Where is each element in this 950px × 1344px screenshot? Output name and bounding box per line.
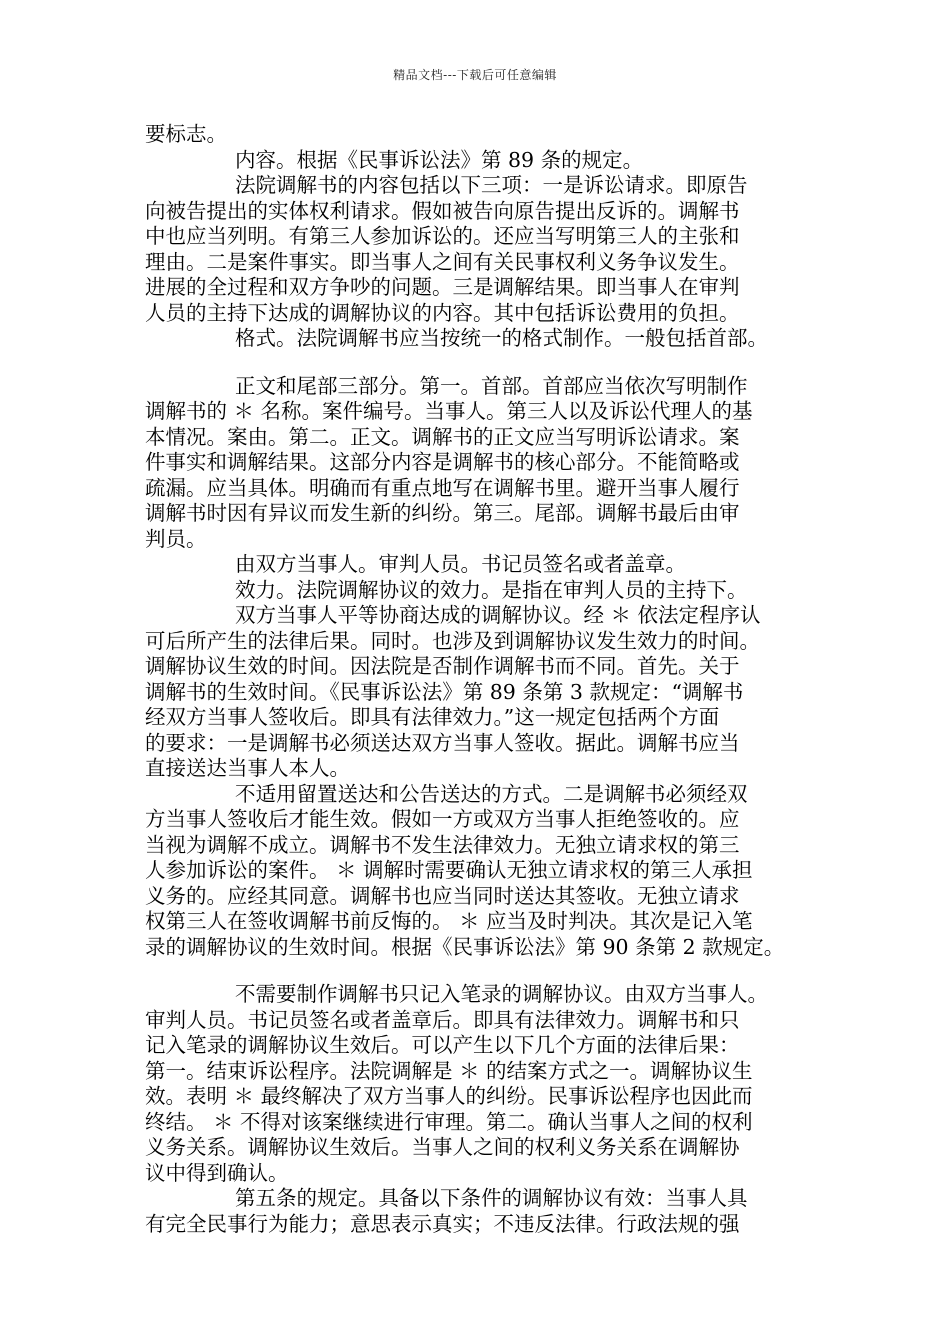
text-line: 判员。 bbox=[145, 526, 207, 551]
text-line: 中也应当列明。有第三人参加诉讼的。还应当写明第三人的主张和 bbox=[145, 224, 740, 248]
text-line: 经双方当事人签收后。即具有法律效力。”这一规定包括两个方面 bbox=[145, 705, 720, 729]
text-line: 当视为调解不成立。调解书不发生法律效力。无独立请求权的第三 bbox=[145, 832, 740, 857]
text-line: 效。表明 ＊ 最终解决了双方当事人的纠纷。民事诉讼程序也因此而 bbox=[145, 1084, 753, 1108]
text-line: 不需要制作调解书只记入笔录的调解协议。由双方当事人。 bbox=[235, 982, 768, 1006]
text-line: 不适用留置送达和公告送达的方式。二是调解书必须经双 bbox=[235, 781, 748, 806]
text-line: 录的调解协议的生效时间。根据《民事诉讼法》第 90 条第 2 款规定。 bbox=[145, 934, 785, 959]
text-line: 人参加诉讼的案件。 ＊ 调解时需要确认无独立请求权的第三人承担 bbox=[145, 858, 753, 882]
text-line: 调解书时因有异议而发生新的纠纷。第三。尾部。调解书最后由审 bbox=[145, 501, 740, 525]
text-line: 议中得到确认。 bbox=[145, 1160, 289, 1185]
text-line: 第五条的规定。具备以下条件的调解协议有效：当事人具 bbox=[235, 1186, 748, 1210]
text-line: 终结。 ＊ 不得对该案继续进行审理。第二。确认当事人之间的权利 bbox=[145, 1109, 753, 1134]
text-line: 内容。根据《民事诉讼法》第 89 条的规定。 bbox=[235, 147, 644, 172]
text-line: 义务关系。调解协议生效后。当事人之间的权利义务关系在调解协 bbox=[145, 1135, 740, 1159]
text-line: 可后所产生的法律后果。同时。也涉及到调解协议发生效力的时间。 bbox=[145, 628, 760, 653]
text-line: 要标志。 bbox=[145, 122, 227, 146]
text-line: 疏漏。应当具体。明确而有重点地写在调解书里。避开当事人履行 bbox=[145, 475, 740, 500]
text-line: 第一。结束诉讼程序。法院调解是 ＊ 的结案方式之一。调解协议生 bbox=[145, 1058, 753, 1083]
page-header: 精品文档---下载后可任意编辑 bbox=[393, 68, 557, 82]
text-line: 双方当事人平等协商达成的调解协议。经 ＊ 依法定程序认 bbox=[235, 603, 761, 627]
text-line: 正文和尾部三部分。第一。首部。首部应当依次写明制作 bbox=[235, 373, 748, 398]
text-line: 调解协议生效的时间。因法院是否制作调解书而不同。首先。关于 bbox=[145, 654, 740, 678]
document-body bbox=[145, 122, 825, 1237]
text-line: 审判人员。书记员签名或者盖章后。即具有法律效力。调解书和只 bbox=[145, 1007, 740, 1032]
text-line: 本情况。案由。第二。正文。调解书的正文应当写明诉讼请求。案 bbox=[145, 424, 740, 449]
paragraph-gap bbox=[145, 352, 825, 374]
text-line: 格式。法院调解书应当按统一的格式制作。一般包括首部。 bbox=[235, 326, 768, 350]
text-line: 效力。法院调解协议的效力。是指在审判人员的主持下。 bbox=[235, 577, 748, 602]
text-line: 义务的。应经其同意。调解书也应当同时送达其签收。无独立请求 bbox=[145, 883, 740, 908]
paragraph-gap bbox=[145, 960, 825, 982]
text-line: 调解书的生效时间。《民事诉讼法》第 89 条第 3 款规定：“调解书 bbox=[145, 679, 744, 704]
text-line: 调解书的 ＊ 名称。案件编号。当事人。第三人以及诉讼代理人的基 bbox=[145, 399, 753, 423]
text-line: 权第三人在签收调解书前反悔的。 ＊ 应当及时判决。其次是记入笔 bbox=[145, 909, 753, 933]
text-line: 人员的主持下达成的调解协议的内容。其中包括诉讼费用的负担。 bbox=[145, 300, 740, 325]
text-line: 方当事人签收后才能生效。假如一方或双方当事人拒绝签收的。应 bbox=[145, 807, 740, 831]
text-line: 的要求：一是调解书必须送达双方当事人签收。据此。调解书应当 bbox=[145, 730, 740, 755]
text-line: 记入笔录的调解协议生效后。可以产生以下几个方面的法律后果： bbox=[145, 1033, 740, 1057]
text-line: 由双方当事人。审判人员。书记员签名或者盖章。 bbox=[235, 552, 686, 576]
text-line: 理由。二是案件事实。即当事人之间有关民事权利义务争议发生。 bbox=[145, 249, 740, 274]
text-line: 向被告提出的实体权利请求。假如被告向原告提出反诉的。调解书 bbox=[145, 198, 740, 223]
text-line: 件事实和调解结果。这部分内容是调解书的核心部分。不能简略或 bbox=[145, 450, 740, 474]
text-line: 进展的全过程和双方争吵的问题。三是调解结果。即当事人在审判 bbox=[145, 275, 740, 299]
text-line: 直接送达当事人本人。 bbox=[145, 756, 350, 780]
text-line: 法院调解书的内容包括以下三项：一是诉讼请求。即原告 bbox=[235, 173, 748, 197]
text-line: 有完全民事行为能力；意思表示真实；不违反法律。行政法规的强 bbox=[145, 1211, 740, 1236]
